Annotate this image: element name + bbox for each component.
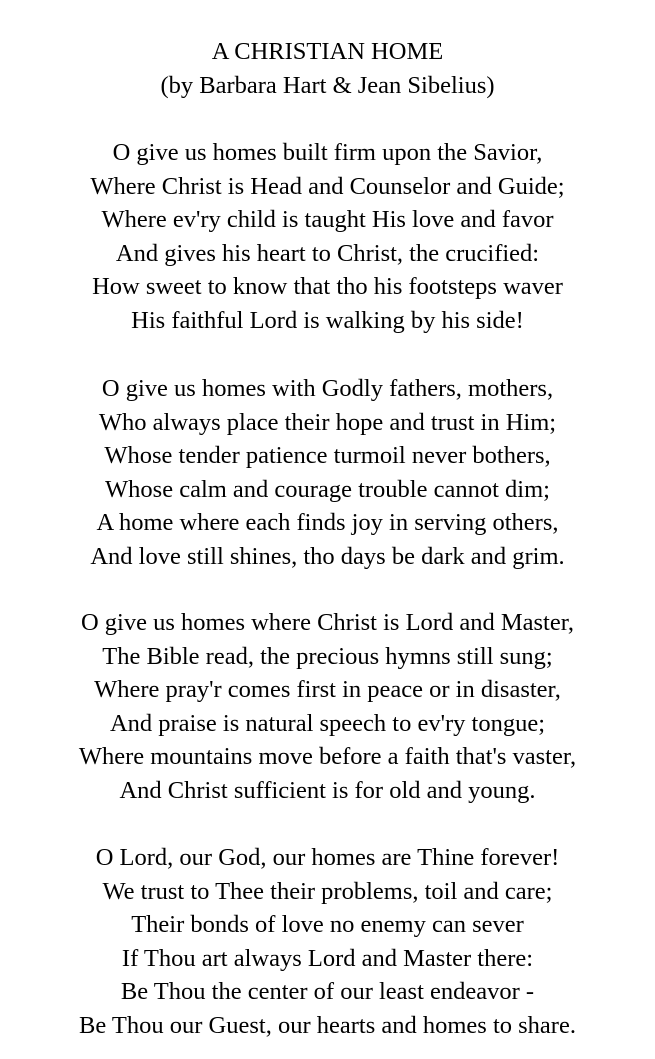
stanza-2 (0, 372, 655, 573)
stanza-line: And Christ sufficient is for old and young. (119, 776, 536, 804)
hymn-byline: (by Barbara Hart & Jean Sibelius) (160, 71, 495, 99)
stanza-line: O Lord, our God, our homes are Thine forever! (95, 844, 560, 871)
stanza-line: And gives his heart to Christ, the crucified: (115, 239, 540, 267)
stanza-line: If Thou art always Lord and Master there: (121, 944, 534, 972)
hymn-header (0, 35, 655, 102)
stanza-line: Be Thou our Guest, our hearts and homes to share. (79, 1011, 576, 1039)
stanza-line: Their bonds of love no enemy can sever (131, 911, 524, 938)
stanza-line: How sweet to know that tho his footsteps waver (92, 273, 563, 300)
stanza-line: Where pray'r comes first in peace or in disaster, (94, 676, 561, 703)
stanza-line: And love still shines, tho days be dark and grim. (90, 542, 565, 570)
stanza-line: His faithful Lord is walking by his side! (131, 306, 524, 334)
stanza-line: Where ev'ry child is taught His love and favor (101, 206, 554, 233)
stanza-line: And praise is natural speech to ev'ry tongue; (109, 709, 546, 737)
stanza-line: O give us homes built firm upon the Savior, (112, 139, 543, 166)
stanza-line: Where Christ is Head and Counselor and Guide; (90, 172, 565, 200)
stanza-line: Whose calm and courage trouble cannot dim; (105, 475, 550, 503)
stanza-1 (0, 136, 655, 337)
stanza-3 (0, 606, 655, 807)
stanza-line: The Bible read, the precious hymns still sung; (102, 642, 553, 670)
hymn-title: A CHRISTIAN HOME (211, 38, 444, 65)
stanza-line: O give us homes with Godly fathers, mothers, (101, 375, 554, 402)
stanza-line: O give us homes where Christ is Lord and Master, (80, 609, 574, 636)
stanza-line: Who always place their hope and trust in Him; (98, 408, 557, 436)
stanza-4 (0, 841, 655, 1042)
stanza-line: Where mountains move before a faith that's vaster, (78, 743, 577, 770)
stanza-line: Whose tender patience turmoil never bothers, (104, 442, 551, 469)
stanza-line: We trust to Thee their problems, toil and care; (102, 877, 553, 905)
stanza-line: A home where each finds joy in serving others, (96, 509, 559, 536)
stanza-line: Be Thou the center of our least endeavor - (120, 978, 535, 1005)
